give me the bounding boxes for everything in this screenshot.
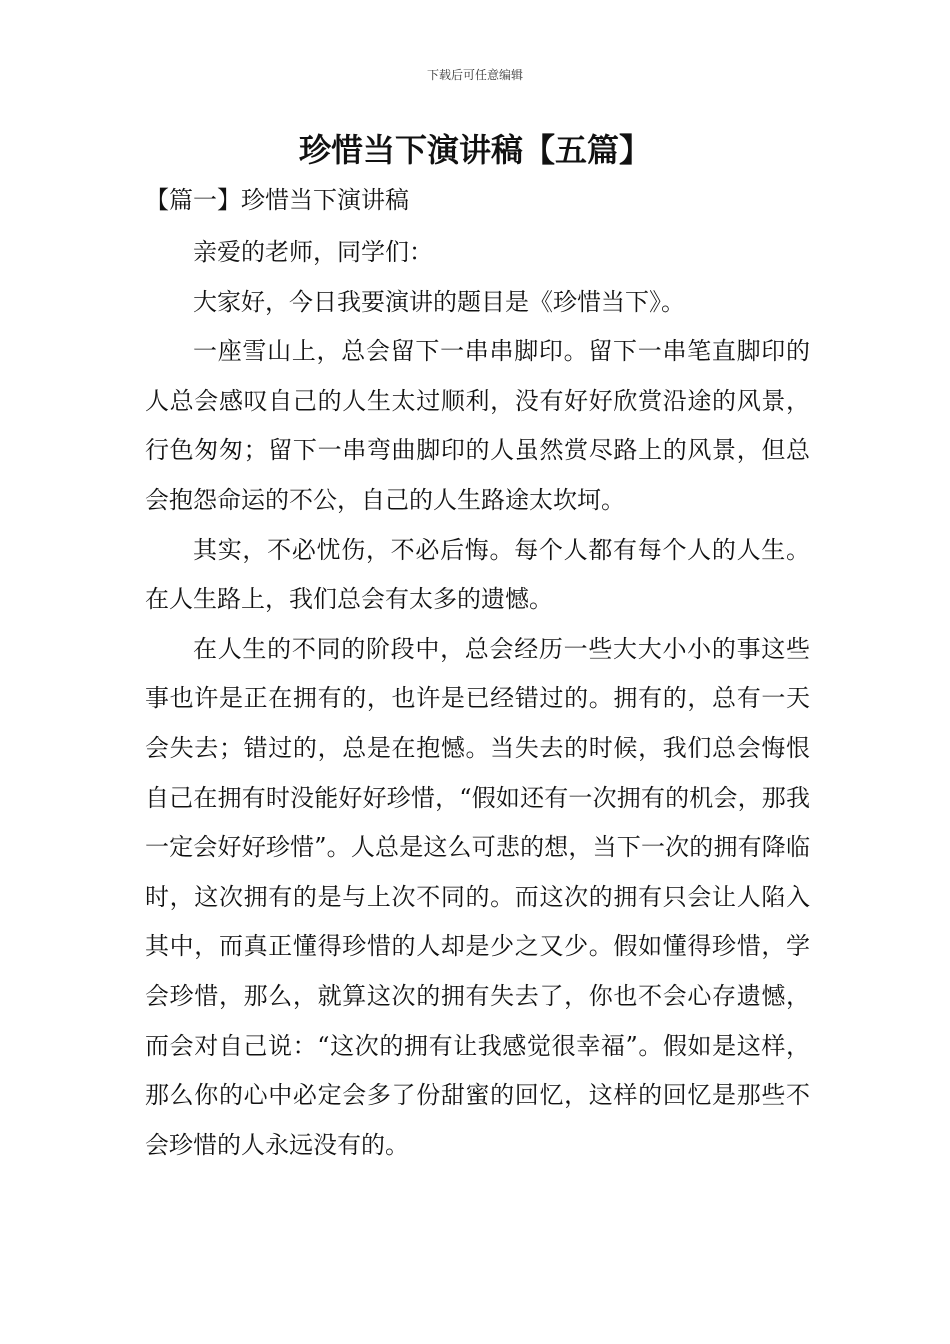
paragraph-greeting: 亲爱的老师，同学们： [193, 238, 433, 266]
body-text [145, 228, 810, 1170]
header-note: 下载后可任意编辑 [426, 68, 523, 82]
document-title: 珍惜当下演讲稿【五篇】 [298, 131, 651, 169]
paragraph-cherish: 在人生的不同的阶段中，总会经历一些大大小小的事这些事也许是正在拥有的，也许是已经错过的。拥有的，总有一天会失去；错过的，总是在抱憾。当失去的时候，我们总会悔恨自己在拥有时没能好好珍惜，“假如还有一次拥有的机会，那我一定会好好珍惜”。人总是这么可悲的想，当下一次的拥有降临时，这次拥有的是与上次不同的。而这次的拥有只会让人陷入其中，而真正懂得珍惜的人却是少之又少。假如懂得珍惜，学会珍惜，那么，就算这次的拥有失去了，你也不会心存遗憾，而会对自己说：“这次的拥有让我感觉很幸福”。假如是这样，那么你的心中必定会多了份甜蜜的回忆，这样的回忆是那些不会珍惜的人永远没有的。 [145, 634, 810, 1159]
paragraph-intro: 大家好，今日我要演讲的题目是《珍惜当下》。 [193, 287, 685, 316]
paragraph-regret: 其实，不必忧伤，不必后悔。每个人都有每个人的人生。在人生路上，我们总会有太多的遗憾。 [145, 535, 810, 614]
section-heading: 【篇一】珍惜当下演讲稿 [145, 186, 409, 214]
paragraph-footprints: 一座雪山上，总会留下一串串脚印。留下一串笔直脚印的人总会感叹自己的人生太过顺利，没有好好欣赏沿途的风景，行色匆匆；留下一串弯曲脚印的人虽然赏尽路上的风景，但总会抱怨命运的不公，自己的人生路途太坎坷。 [145, 337, 810, 514]
